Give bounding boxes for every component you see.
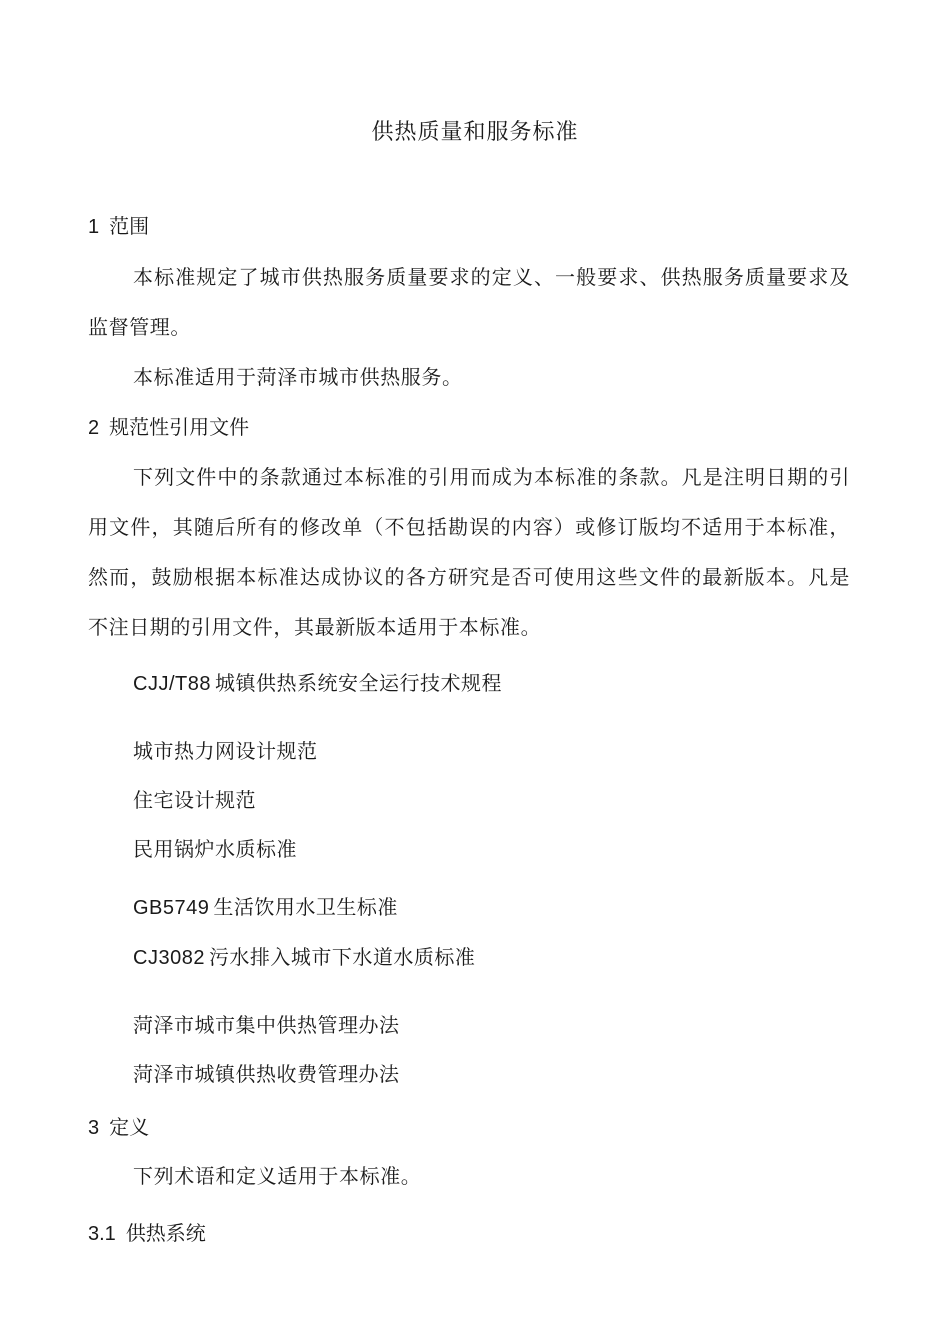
section-1-paragraph-1: 本标准规定了城市供热服务质量要求的定义、一般要求、供热服务质量要求及监督管理。 bbox=[88, 265, 850, 339]
section-3-paragraph: 下列术语和定义适用于本标准。 bbox=[133, 1164, 422, 1188]
section-1-number: 1 bbox=[88, 216, 100, 238]
reference-item bbox=[133, 1011, 400, 1039]
reference-name: 城市热力网设计规范 bbox=[133, 739, 318, 763]
section-1-paragraph-2: 本标准适用于菏泽市城市供热服务。 bbox=[133, 365, 463, 389]
reference-item bbox=[133, 835, 297, 863]
reference-item bbox=[133, 669, 502, 698]
reference-name: 生活饮用水卫生标准 bbox=[213, 895, 398, 919]
reference-item bbox=[133, 786, 256, 814]
section-3-heading bbox=[88, 1113, 149, 1142]
section-3-title: 定义 bbox=[109, 1115, 150, 1139]
section-3-1-title: 供热系统 bbox=[125, 1221, 206, 1245]
section-2-heading bbox=[88, 413, 249, 442]
reference-name: 住宅设计规范 bbox=[133, 788, 256, 812]
section-2-number: 2 bbox=[88, 417, 100, 439]
section-3-number: 3 bbox=[88, 1117, 100, 1139]
section-2-paragraph: 下列文件中的条款通过本标准的引用而成为本标准的条款。凡是注明日期的引用文件，其随后所有的修改单（不包括勘误的内容）或修订版均不适用于本标准，然而，鼓励根据本标准达成协议的各方研究是否可使用这些文件的最新版本。凡是不注日期的引用文件，其最新版本适用于本标准。 bbox=[88, 465, 850, 639]
document-title: 供热质量和服务标准 bbox=[371, 120, 579, 145]
section-1-heading bbox=[88, 212, 149, 241]
reference-name: 污水排入城市下水道水质标准 bbox=[208, 945, 476, 969]
reference-name: 民用锅炉水质标准 bbox=[133, 837, 297, 861]
reference-item bbox=[133, 893, 398, 922]
reference-item bbox=[133, 737, 318, 765]
section-3-1-number: 3.1 bbox=[88, 1223, 116, 1245]
reference-name: 菏泽市城镇供热收费管理办法 bbox=[133, 1062, 400, 1086]
reference-name: 菏泽市城市集中供热管理办法 bbox=[133, 1013, 400, 1037]
section-2-title: 规范性引用文件 bbox=[109, 415, 250, 439]
reference-item bbox=[133, 1060, 400, 1088]
section-3-1-heading bbox=[88, 1219, 206, 1248]
reference-item bbox=[133, 943, 475, 972]
reference-code: CJJ/T88 bbox=[133, 673, 211, 695]
reference-code: CJ3082 bbox=[133, 947, 205, 969]
reference-name: 城镇供热系统安全运行技术规程 bbox=[214, 671, 502, 695]
section-1-title: 范围 bbox=[109, 214, 150, 238]
reference-code: GB5749 bbox=[133, 897, 210, 919]
